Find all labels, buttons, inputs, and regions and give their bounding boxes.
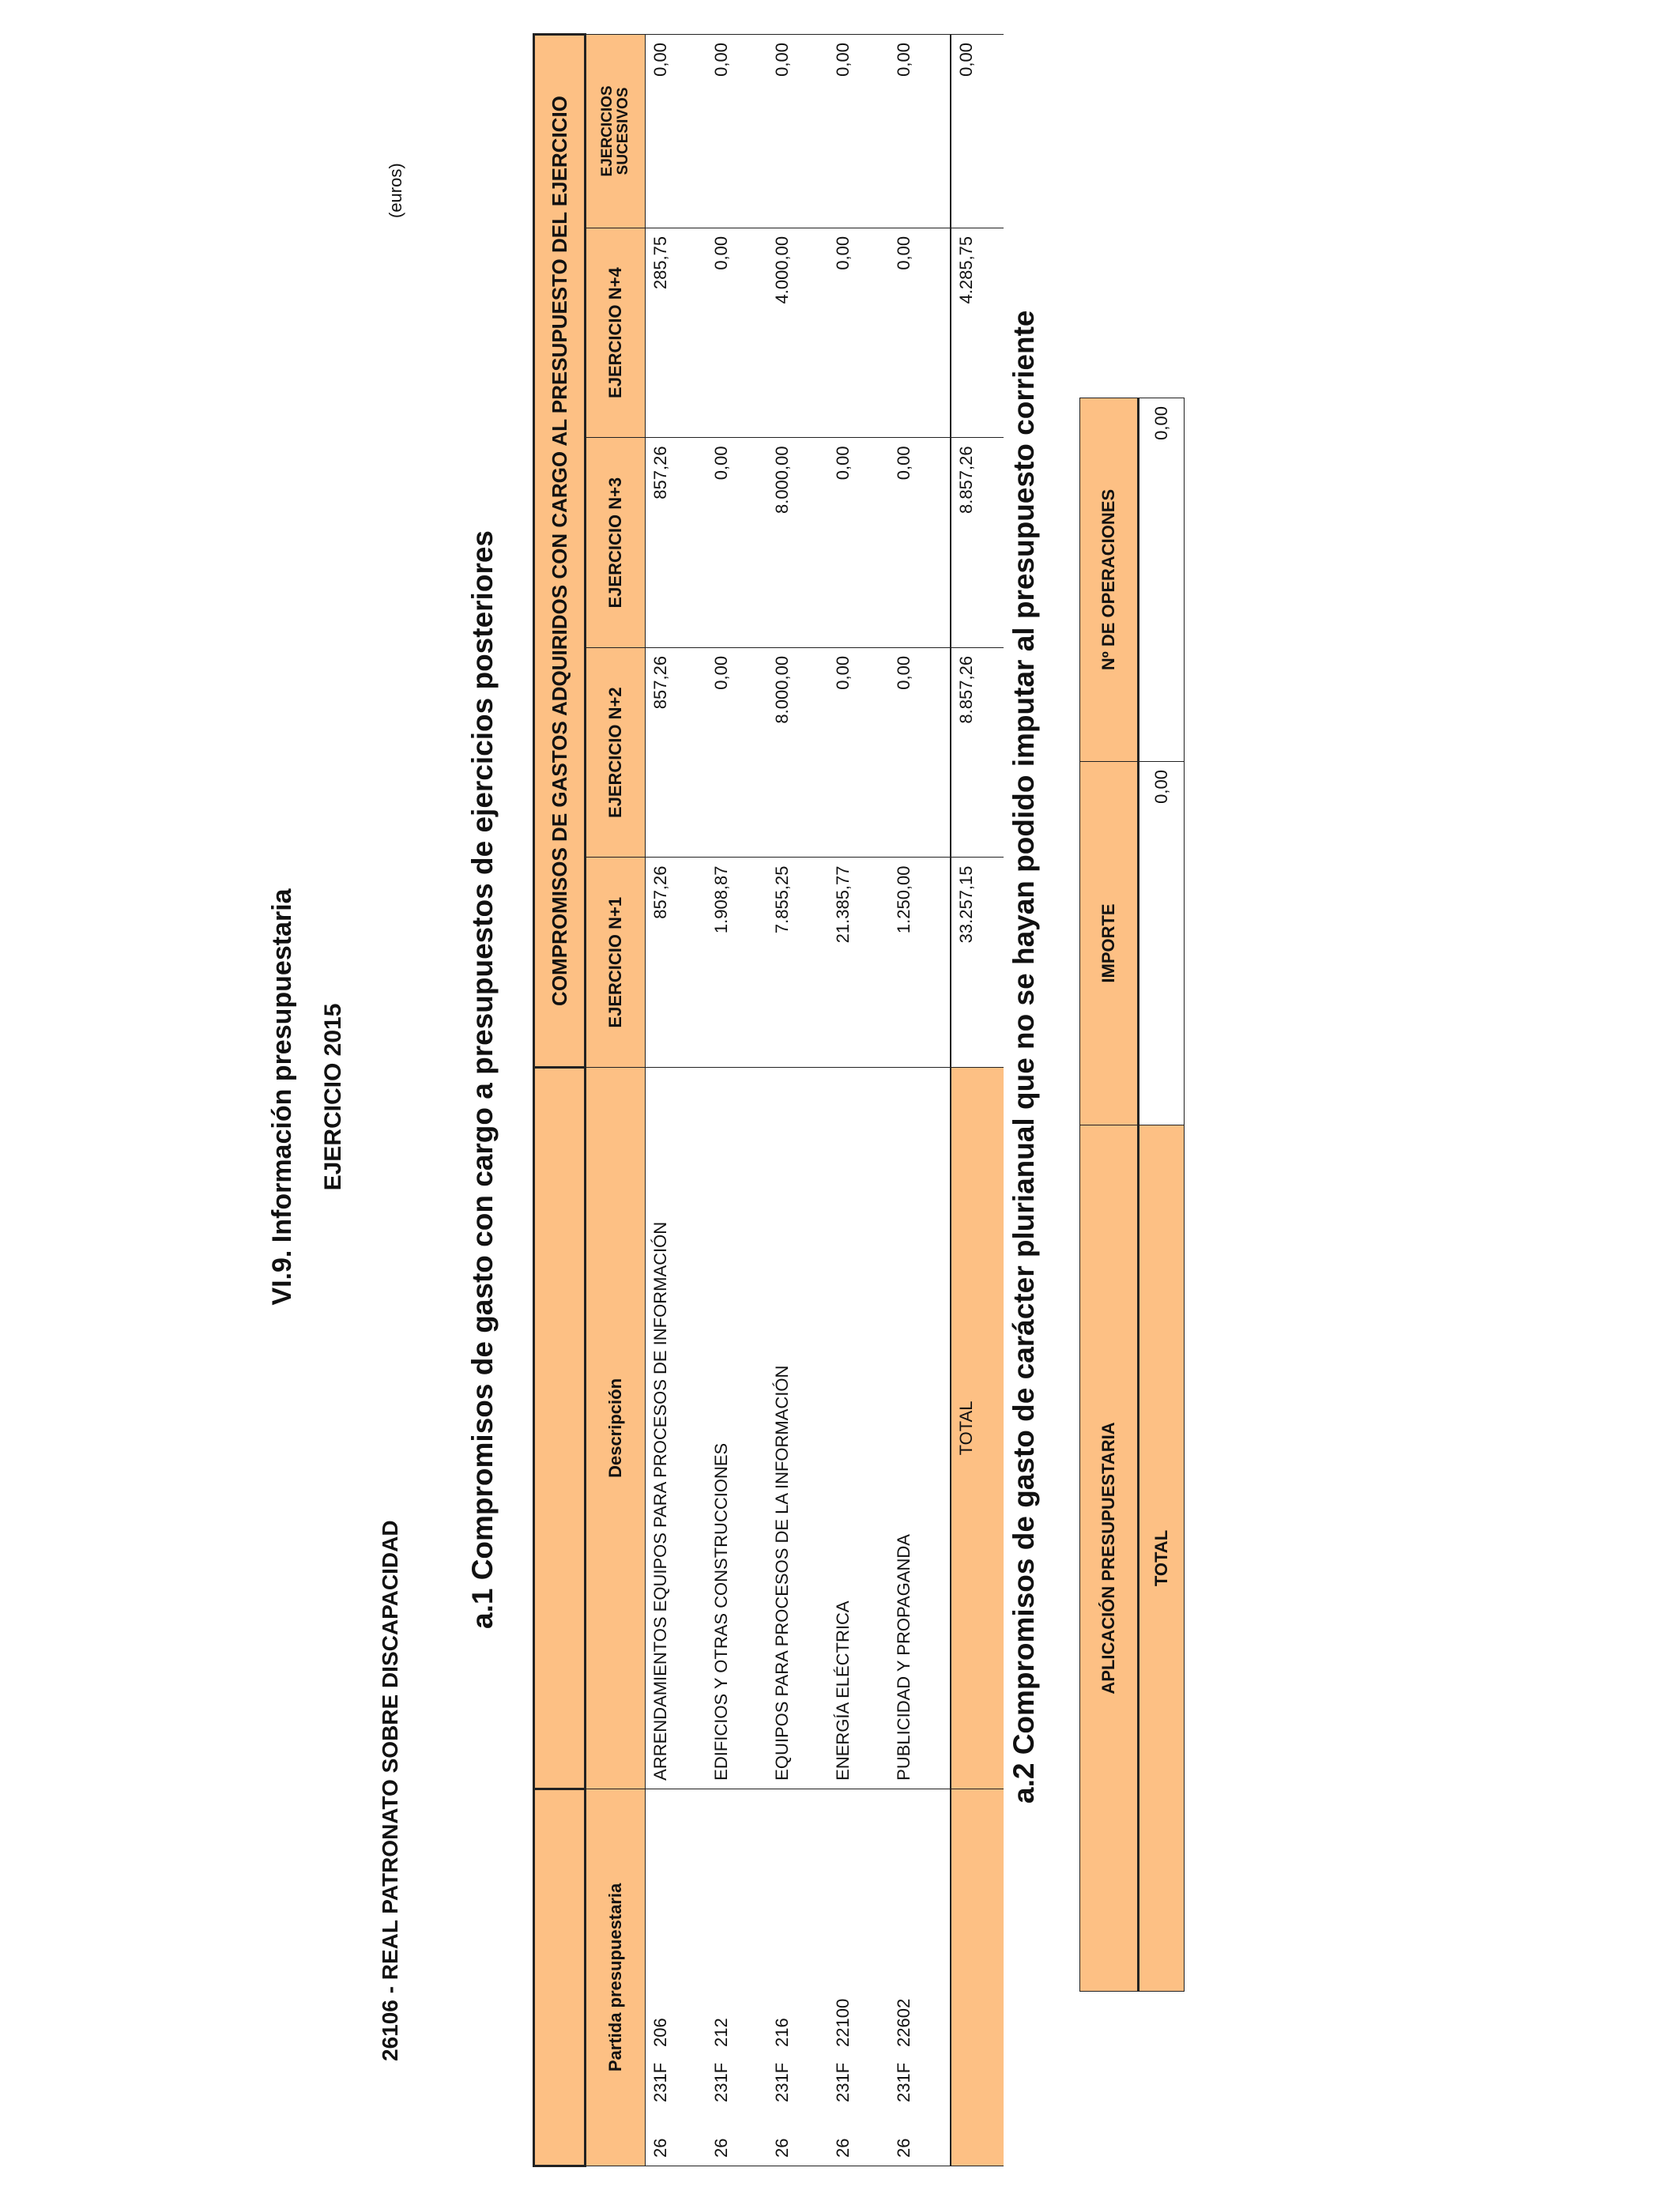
col-header-sucesivos-line2: SUCESIVOS bbox=[615, 87, 631, 175]
n2-cell: 8.000,00 bbox=[767, 647, 828, 858]
section-a1-heading: a.1 Compromisos de gasto con cargo a presupuestos de ejercicios posteriores bbox=[466, 530, 499, 1629]
sucesivos-cell: 0,00 bbox=[767, 35, 828, 228]
n4-cell: 4.000,00 bbox=[767, 228, 828, 438]
header-blank-descripcion bbox=[534, 1068, 586, 1789]
col-header-sucesivos bbox=[586, 35, 646, 228]
sucesivos-cell: 0,00 bbox=[706, 35, 767, 228]
description-cell: PUBLICIDAD Y PROPAGANDA bbox=[889, 1068, 951, 1789]
document-title: VI.9. Información presupuestaria bbox=[267, 888, 297, 1306]
partida-program: 231F bbox=[772, 2062, 792, 2102]
n4-cell: 0,00 bbox=[828, 228, 889, 438]
partida-program: 231F bbox=[650, 2062, 670, 2102]
col-header-n1: EJERCICIO N+1 bbox=[586, 858, 646, 1068]
partida-concept: 22602 bbox=[894, 1998, 913, 2047]
partida-section: 26 bbox=[650, 2138, 670, 2158]
sucesivos-cell: 0,00 bbox=[828, 35, 889, 228]
pluriannual-table bbox=[1079, 398, 1185, 1992]
partida-concept: 206 bbox=[650, 2018, 670, 2047]
partida-program: 231F bbox=[833, 2062, 853, 2102]
group-header: COMPROMISOS DE GASTOS ADQUIRIDOS CON CARGO AL PRESUPUESTO DEL EJERCICIO bbox=[534, 35, 586, 1068]
table-row bbox=[646, 35, 707, 2166]
total-n3: 8.857,26 bbox=[951, 438, 1004, 648]
total-n4: 4.285,75 bbox=[951, 228, 1004, 438]
total-n2: 8.857,26 bbox=[951, 647, 1004, 858]
partida-cell bbox=[767, 1789, 828, 2166]
description-cell: EQUIPOS PARA PROCESOS DE LA INFORMACIÓN bbox=[767, 1068, 828, 1789]
header-blank-partida bbox=[534, 1789, 586, 2166]
description-cell: ENERGÍA ELÉCTRICA bbox=[828, 1068, 889, 1789]
total-n1: 33.257,15 bbox=[951, 858, 1004, 1068]
total-row bbox=[951, 35, 1004, 2166]
partida-section: 26 bbox=[772, 2138, 792, 2158]
description-cell: EDIFICIOS Y OTRAS CONSTRUCCIONES bbox=[706, 1068, 767, 1789]
a2-total-operaciones: 0,00 bbox=[1139, 398, 1185, 762]
n4-cell: 0,00 bbox=[706, 228, 767, 438]
n1-cell: 857,26 bbox=[646, 858, 707, 1068]
document-subtitle: EJERCICIO 2015 bbox=[320, 1003, 346, 1191]
n3-cell: 857,26 bbox=[646, 438, 707, 648]
partida-concept: 212 bbox=[711, 2018, 731, 2047]
table-row bbox=[767, 35, 828, 2166]
partida-program: 231F bbox=[711, 2062, 731, 2102]
n1-cell: 7.855,25 bbox=[767, 858, 828, 1068]
n1-cell: 1.250,00 bbox=[889, 858, 951, 1068]
partida-cell bbox=[828, 1789, 889, 2166]
partida-concept: 22100 bbox=[833, 1998, 853, 2047]
partida-section: 26 bbox=[711, 2138, 731, 2158]
units-label: (euros) bbox=[386, 163, 405, 218]
col-header-partida: Partida presupuestaria bbox=[586, 1789, 646, 2166]
a2-total-importe: 0,00 bbox=[1139, 762, 1185, 1125]
partida-program: 231F bbox=[894, 2062, 913, 2102]
partida-section: 26 bbox=[894, 2138, 913, 2158]
col-header-descripcion: Descripción bbox=[586, 1068, 646, 1789]
total-blank-cell bbox=[951, 1789, 1004, 2166]
n1-cell: 21.385,77 bbox=[828, 858, 889, 1068]
partida-concept: 216 bbox=[772, 2018, 792, 2047]
sucesivos-cell: 0,00 bbox=[889, 35, 951, 228]
partida-cell bbox=[889, 1789, 951, 2166]
n3-cell: 0,00 bbox=[706, 438, 767, 648]
n3-cell: 8.000,00 bbox=[767, 438, 828, 648]
n1-cell: 1.908,87 bbox=[706, 858, 767, 1068]
description-cell: ARRENDAMIENTOS EQUIPOS PARA PROCESOS DE INFORMACIÓN bbox=[646, 1068, 707, 1789]
section-a2-heading: a.2 Compromisos de gasto de carácter plurianual que no se hayan podido imputar al presupuesto corriente bbox=[1008, 310, 1040, 1804]
table-row bbox=[828, 35, 889, 2166]
n3-cell: 0,00 bbox=[889, 438, 951, 648]
partida-section: 26 bbox=[833, 2138, 853, 2158]
partida-cell bbox=[706, 1789, 767, 2166]
n2-cell: 0,00 bbox=[828, 647, 889, 858]
partida-cell bbox=[646, 1789, 707, 2166]
total-sucesivos: 0,00 bbox=[951, 35, 1004, 228]
col-header-importe: IMPORTE bbox=[1080, 762, 1139, 1125]
col-header-sucesivos-line1: EJERCICIOS bbox=[599, 85, 616, 177]
col-header-aplicacion: APLICACIÓN PRESUPUESTARIA bbox=[1080, 1125, 1139, 1992]
n4-cell: 285,75 bbox=[646, 228, 707, 438]
col-header-n3: EJERCICIO N+3 bbox=[586, 438, 646, 648]
a2-total-label: TOTAL bbox=[1139, 1125, 1185, 1992]
entity-name: 26106 - REAL PATRONATO SOBRE DISCAPACIDAD bbox=[378, 1520, 402, 2061]
col-header-operaciones: Nº DE OPERACIONES bbox=[1080, 398, 1139, 762]
table-row bbox=[889, 35, 951, 2166]
sucesivos-cell: 0,00 bbox=[646, 35, 707, 228]
col-header-n4: EJERCICIO N+4 bbox=[586, 228, 646, 438]
col-header-n2: EJERCICIO N+2 bbox=[586, 647, 646, 858]
commitments-table bbox=[533, 33, 1004, 2167]
total-row bbox=[1139, 398, 1185, 1992]
n2-cell: 0,00 bbox=[889, 647, 951, 858]
total-label: TOTAL bbox=[951, 1068, 1004, 1789]
n2-cell: 0,00 bbox=[706, 647, 767, 858]
n4-cell: 0,00 bbox=[889, 228, 951, 438]
n3-cell: 0,00 bbox=[828, 438, 889, 648]
n2-cell: 857,26 bbox=[646, 647, 707, 858]
table-row bbox=[706, 35, 767, 2166]
